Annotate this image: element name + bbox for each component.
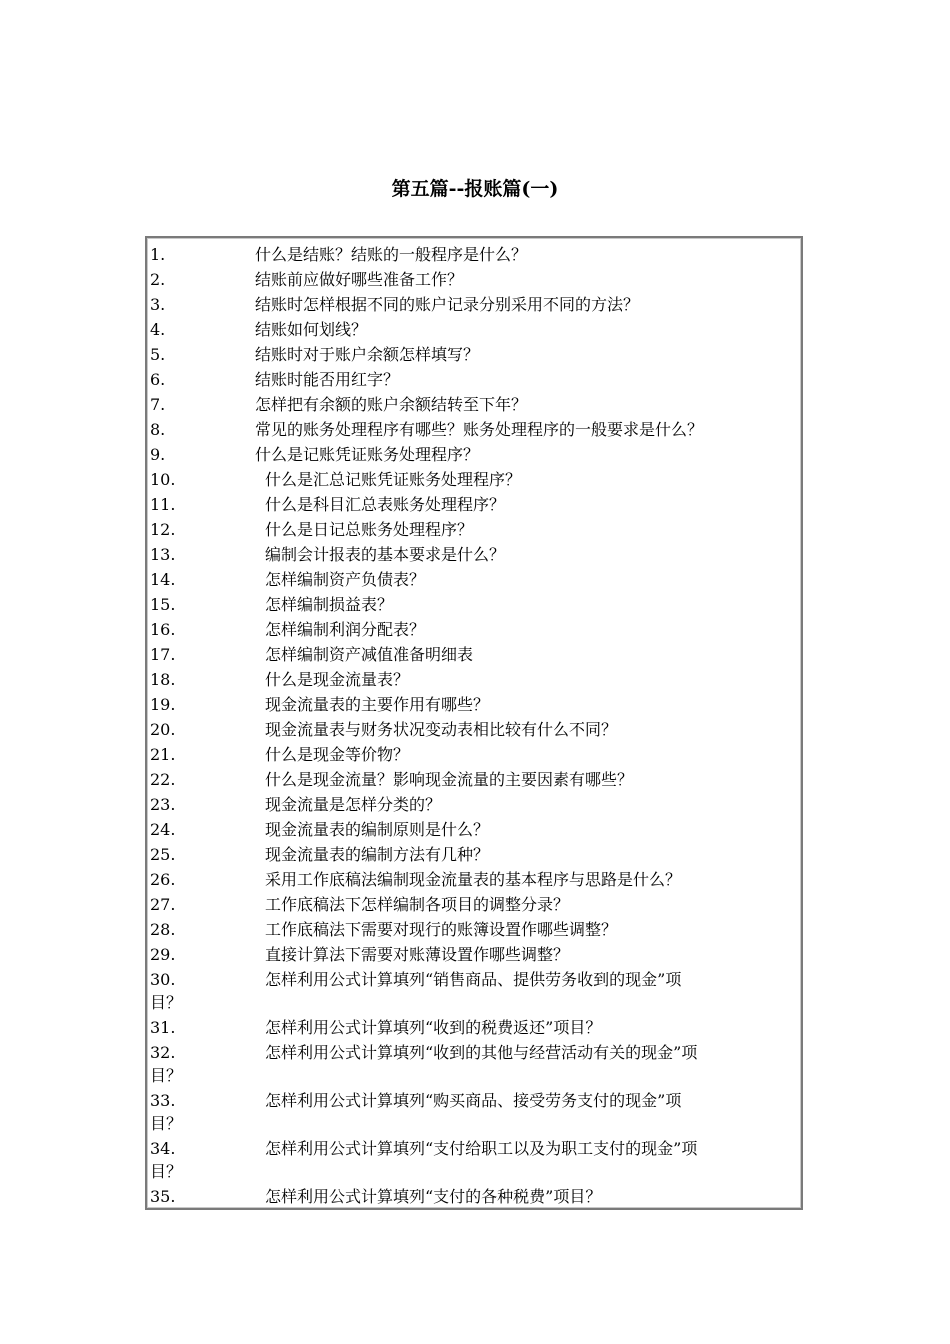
item-number: 23.	[150, 795, 176, 814]
item-question: 结账时对于账户余额怎样填写？	[255, 345, 480, 364]
list-item	[150, 342, 800, 367]
item-number: 32.	[150, 1043, 176, 1062]
item-question: 什么是现金流量？影响现金流量的主要因素有哪些？	[265, 770, 634, 789]
item-question: 工作底稿法下需要对现行的账簿设置作哪些调整？	[265, 920, 618, 939]
list-item	[150, 617, 800, 642]
item-question: 结账如何划线？	[255, 320, 368, 339]
item-question: 怎样编制利润分配表？	[265, 620, 426, 639]
list-item	[150, 317, 800, 342]
item-question: 怎样利用公式计算填列“支付的各种税费”项目？	[265, 1187, 602, 1206]
item-number: 20.	[150, 720, 176, 739]
list-item	[150, 442, 800, 467]
item-number: 13.	[150, 545, 176, 564]
item-question: 什么是日记总账务处理程序？	[265, 520, 474, 539]
list-item	[150, 767, 800, 792]
item-question: 什么是现金流量表？	[265, 670, 410, 689]
item-question: 工作底稿法下怎样编制各项目的调整分录？	[265, 895, 570, 914]
item-question-continuation: 目？	[150, 1066, 183, 1085]
item-question: 什么是汇总记账凭证账务处理程序？	[265, 470, 522, 489]
list-item	[150, 967, 800, 1015]
item-number: 15.	[150, 595, 176, 614]
item-question: 什么是科目汇总表账务处理程序？	[265, 495, 506, 514]
list-item	[150, 1136, 800, 1184]
item-number: 8.	[150, 420, 166, 439]
item-number: 24.	[150, 820, 176, 839]
item-number: 1.	[150, 245, 166, 264]
item-number: 3.	[150, 295, 166, 314]
item-number: 12.	[150, 520, 176, 539]
list-item	[150, 842, 800, 867]
item-number: 10.	[150, 470, 176, 489]
item-question: 怎样编制资产负债表？	[265, 570, 426, 589]
item-question: 常见的账务处理程序有哪些？账务处理程序的一般要求是什么？	[255, 420, 704, 439]
item-question: 怎样利用公式计算填列“支付给职工以及为职工支付的现金”项	[265, 1139, 698, 1158]
item-number: 25.	[150, 845, 176, 864]
item-question: 什么是记账凭证账务处理程序？	[255, 445, 480, 464]
item-question: 编制会计报表的基本要求是什么？	[265, 545, 506, 564]
item-question: 怎样利用公式计算填列“收到的税费返还”项目？	[265, 1018, 602, 1037]
list-item	[150, 267, 800, 292]
list-item	[150, 942, 800, 967]
item-number: 29.	[150, 945, 176, 964]
item-question: 怎样把有余额的账户余额结转至下年？	[255, 395, 528, 414]
item-question: 怎样编制资产减值准备明细表	[265, 645, 474, 664]
item-question: 怎样利用公式计算填列“收到的其他与经营活动有关的现金”项	[265, 1043, 698, 1062]
item-question-continuation: 目？	[150, 1114, 183, 1133]
list-item	[150, 1015, 800, 1040]
item-number: 2.	[150, 270, 166, 289]
item-number: 33.	[150, 1091, 176, 1110]
list-item	[150, 642, 800, 667]
item-question: 现金流量表与财务状况变动表相比较有什么不同？	[265, 720, 618, 739]
item-number: 6.	[150, 370, 166, 389]
item-number: 16.	[150, 620, 176, 639]
question-list	[150, 242, 800, 1209]
list-item	[150, 1184, 800, 1209]
item-number: 30.	[150, 970, 176, 989]
item-question: 怎样编制损益表？	[265, 595, 394, 614]
item-number: 5.	[150, 345, 166, 364]
page-title: 第五篇--报账篇(一)	[391, 178, 559, 200]
item-question: 现金流量表的编制方法有几种？	[265, 845, 490, 864]
list-item	[150, 892, 800, 917]
item-number: 34.	[150, 1139, 176, 1158]
item-question: 直接计算法下需要对账薄设置作哪些调整？	[265, 945, 570, 964]
item-number: 27.	[150, 895, 176, 914]
item-number: 11.	[150, 495, 176, 514]
list-item	[150, 417, 800, 442]
list-item	[150, 817, 800, 842]
list-item	[150, 717, 800, 742]
item-number: 18.	[150, 670, 176, 689]
item-question: 怎样利用公式计算填列“销售商品、提供劳务收到的现金”项	[265, 970, 682, 989]
question-list-frame	[145, 236, 803, 1210]
item-number: 28.	[150, 920, 176, 939]
item-number: 26.	[150, 870, 176, 889]
item-number: 19.	[150, 695, 176, 714]
item-question: 结账时能否用红字？	[255, 370, 400, 389]
list-item	[150, 742, 800, 767]
list-item	[150, 542, 800, 567]
list-item	[150, 792, 800, 817]
list-item	[150, 292, 800, 317]
list-item	[150, 567, 800, 592]
list-item	[150, 392, 800, 417]
item-question: 结账时怎样根据不同的账户记录分别采用不同的方法？	[255, 295, 640, 314]
item-number: 7.	[150, 395, 166, 414]
item-number: 31.	[150, 1018, 176, 1037]
list-item	[150, 1088, 800, 1136]
item-question-continuation: 目？	[150, 1162, 183, 1181]
list-item	[150, 517, 800, 542]
item-question: 什么是现金等价物？	[265, 745, 410, 764]
item-number: 14.	[150, 570, 176, 589]
list-item	[150, 917, 800, 942]
list-item	[150, 367, 800, 392]
item-question: 现金流量表的编制原则是什么？	[265, 820, 490, 839]
item-number: 35.	[150, 1187, 176, 1206]
item-number: 17.	[150, 645, 176, 664]
item-number: 9.	[150, 445, 166, 464]
list-item	[150, 692, 800, 717]
item-number: 21.	[150, 745, 176, 764]
item-number: 4.	[150, 320, 166, 339]
list-item	[150, 492, 800, 517]
list-item	[150, 667, 800, 692]
item-question: 什么是结账？结账的一般程序是什么？	[255, 245, 528, 264]
list-item	[150, 1040, 800, 1088]
item-question: 怎样利用公式计算填列“购买商品、接受劳务支付的现金”项	[265, 1091, 682, 1110]
item-question: 采用工作底稿法编制现金流量表的基本程序与思路是什么？	[265, 870, 682, 889]
list-item	[150, 467, 800, 492]
item-question-continuation: 目？	[150, 993, 183, 1012]
item-question: 结账前应做好哪些准备工作？	[255, 270, 464, 289]
item-question: 现金流量是怎样分类的？	[265, 795, 442, 814]
list-item	[150, 242, 800, 267]
item-question: 现金流量表的主要作用有哪些？	[265, 695, 490, 714]
list-item	[150, 867, 800, 892]
list-item	[150, 592, 800, 617]
item-number: 22.	[150, 770, 176, 789]
